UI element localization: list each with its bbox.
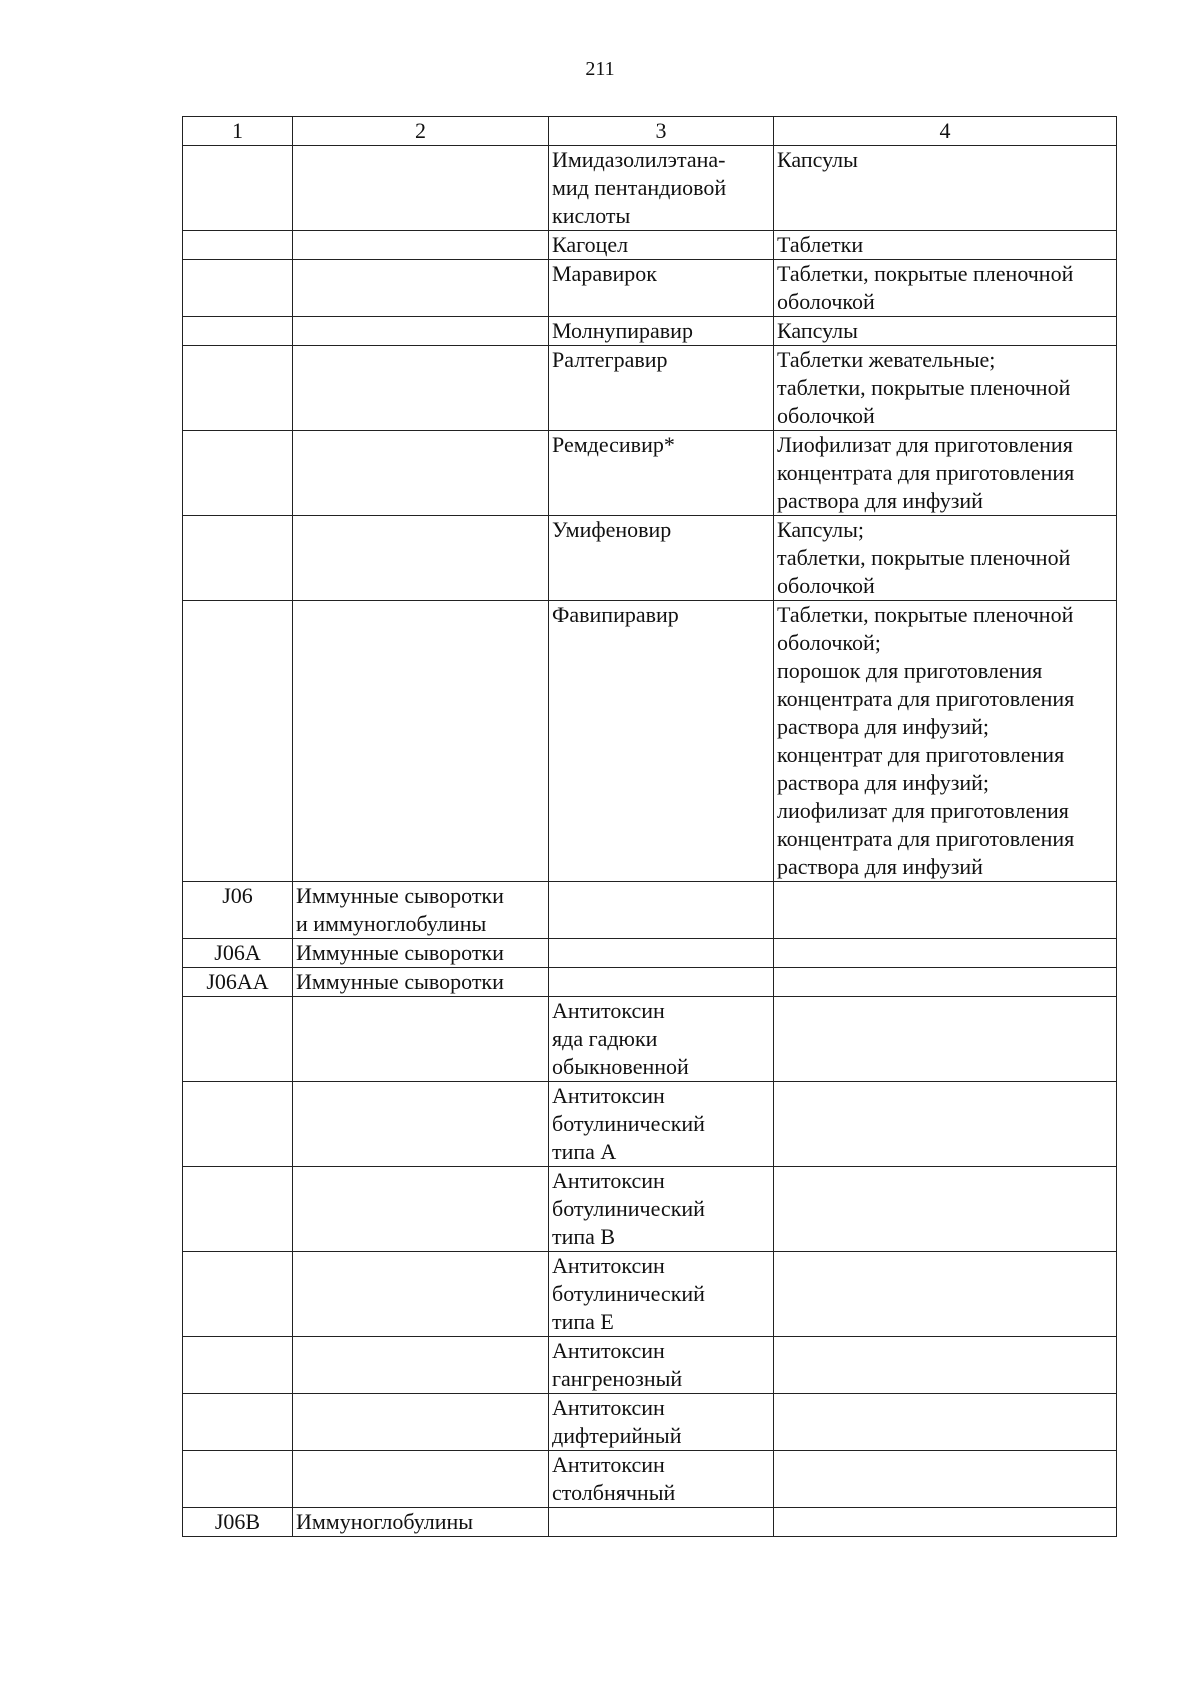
dosage-form-cell xyxy=(774,1508,1117,1537)
dosage-form-cell: Таблетки, покрытые пленочной оболочкой; порошок для приготовления концентрата для приготовления раствора для инфузий; концентрат для приготовления раствора для инфузий; лиофилизат для приготовления концентрата для приготовления раствора для инфузий xyxy=(774,601,1117,882)
drug-name-cell xyxy=(549,1508,774,1537)
atc-code-cell: J06A xyxy=(183,939,293,968)
atc-code-cell xyxy=(183,231,293,260)
drug-name-cell: Кагоцел xyxy=(549,231,774,260)
drug-name-cell: Ремдесивир* xyxy=(549,431,774,516)
dosage-form-cell: Таблетки, покрытые пленочной оболочкой xyxy=(774,260,1117,317)
atc-code-cell: J06 xyxy=(183,882,293,939)
drug-name-cell: Имидазолилэтана- мид пентандиовой кислоты xyxy=(549,146,774,231)
atc-code-cell xyxy=(183,146,293,231)
atc-code-cell xyxy=(183,997,293,1082)
dosage-form-cell xyxy=(774,1082,1117,1167)
anatomical-group-cell xyxy=(293,231,549,260)
atc-code-cell xyxy=(183,1082,293,1167)
anatomical-group-cell xyxy=(293,997,549,1082)
anatomical-group-cell xyxy=(293,146,549,231)
table-row xyxy=(183,1167,1117,1252)
table-row xyxy=(183,431,1117,516)
table-row xyxy=(183,997,1117,1082)
drug-name-cell: Антитоксин яда гадюки обыкновенной xyxy=(549,997,774,1082)
atc-code-cell: J06B xyxy=(183,1508,293,1537)
drug-name-cell: Антитоксин гангренозный xyxy=(549,1337,774,1394)
atc-code-cell xyxy=(183,317,293,346)
drug-name-cell: Ралтегравир xyxy=(549,346,774,431)
table-header-row xyxy=(183,117,1117,146)
atc-code-cell xyxy=(183,1337,293,1394)
drug-name-cell: Антитоксин ботулинический типа В xyxy=(549,1167,774,1252)
column-header-3: 3 xyxy=(549,117,774,146)
column-header-1: 1 xyxy=(183,117,293,146)
dosage-form-cell: Таблетки жевательные; таблетки, покрытые пленочной оболочкой xyxy=(774,346,1117,431)
table-row xyxy=(183,1082,1117,1167)
dosage-form-cell xyxy=(774,882,1117,939)
table-row xyxy=(183,939,1117,968)
atc-code-cell xyxy=(183,260,293,317)
anatomical-group-cell xyxy=(293,1337,549,1394)
atc-code-cell xyxy=(183,1167,293,1252)
drug-name-cell: Молнупиравир xyxy=(549,317,774,346)
dosage-form-cell: Таблетки xyxy=(774,231,1117,260)
anatomical-group-cell xyxy=(293,1167,549,1252)
table-row xyxy=(183,601,1117,882)
anatomical-group-cell xyxy=(293,1394,549,1451)
table-row xyxy=(183,260,1117,317)
atc-code-cell xyxy=(183,346,293,431)
drug-name-cell: Антитоксин ботулинический типа Е xyxy=(549,1252,774,1337)
anatomical-group-cell: Иммунные сыворотки и иммуноглобулины xyxy=(293,882,549,939)
dosage-form-cell xyxy=(774,1167,1117,1252)
dosage-form-cell xyxy=(774,939,1117,968)
atc-code-cell: J06AA xyxy=(183,968,293,997)
table-body xyxy=(183,117,1117,1537)
table-row xyxy=(183,1451,1117,1508)
dosage-form-cell: Капсулы; таблетки, покрытые пленочной оболочкой xyxy=(774,516,1117,601)
dosage-form-cell xyxy=(774,997,1117,1082)
drug-name-cell xyxy=(549,882,774,939)
anatomical-group-cell xyxy=(293,317,549,346)
dosage-form-cell: Капсулы xyxy=(774,146,1117,231)
anatomical-group-cell xyxy=(293,346,549,431)
anatomical-group-cell xyxy=(293,260,549,317)
table-row xyxy=(183,1508,1117,1537)
drug-name-cell: Антитоксин ботулинический типа А xyxy=(549,1082,774,1167)
anatomical-group-cell: Иммуноглобулины xyxy=(293,1508,549,1537)
table-row xyxy=(183,1394,1117,1451)
anatomical-group-cell xyxy=(293,1451,549,1508)
table-row xyxy=(183,231,1117,260)
drug-name-cell: Антитоксин столбнячный xyxy=(549,1451,774,1508)
dosage-form-cell xyxy=(774,1252,1117,1337)
page-number: 211 xyxy=(585,58,615,80)
table-row xyxy=(183,968,1117,997)
drug-name-cell: Антитоксин дифтерийный xyxy=(549,1394,774,1451)
anatomical-group-cell xyxy=(293,431,549,516)
drug-name-cell: Фавипиравир xyxy=(549,601,774,882)
anatomical-group-cell xyxy=(293,601,549,882)
atc-code-cell xyxy=(183,1451,293,1508)
anatomical-group-cell: Иммунные сыворотки xyxy=(293,968,549,997)
drug-name-cell: Умифеновир xyxy=(549,516,774,601)
atc-code-cell xyxy=(183,516,293,601)
drug-name-cell: Маравирок xyxy=(549,260,774,317)
dosage-form-cell: Лиофилизат для приготовления концентрата для приготовления раствора для инфузий xyxy=(774,431,1117,516)
table-row xyxy=(183,317,1117,346)
dosage-form-cell xyxy=(774,1337,1117,1394)
atc-code-cell xyxy=(183,431,293,516)
atc-code-cell xyxy=(183,1394,293,1451)
dosage-form-cell xyxy=(774,1394,1117,1451)
table-row xyxy=(183,882,1117,939)
anatomical-group-cell xyxy=(293,1252,549,1337)
dosage-form-cell xyxy=(774,1451,1117,1508)
medication-table xyxy=(182,116,1117,1537)
drug-name-cell xyxy=(549,968,774,997)
anatomical-group-cell: Иммунные сыворотки xyxy=(293,939,549,968)
table-row xyxy=(183,146,1117,231)
atc-code-cell xyxy=(183,601,293,882)
drug-name-cell xyxy=(549,939,774,968)
dosage-form-cell: Капсулы xyxy=(774,317,1117,346)
column-header-2: 2 xyxy=(293,117,549,146)
column-header-4: 4 xyxy=(774,117,1117,146)
table-row xyxy=(183,516,1117,601)
table-row xyxy=(183,1337,1117,1394)
atc-code-cell xyxy=(183,1252,293,1337)
anatomical-group-cell xyxy=(293,1082,549,1167)
table-row xyxy=(183,346,1117,431)
dosage-form-cell xyxy=(774,968,1117,997)
anatomical-group-cell xyxy=(293,516,549,601)
table-row xyxy=(183,1252,1117,1337)
